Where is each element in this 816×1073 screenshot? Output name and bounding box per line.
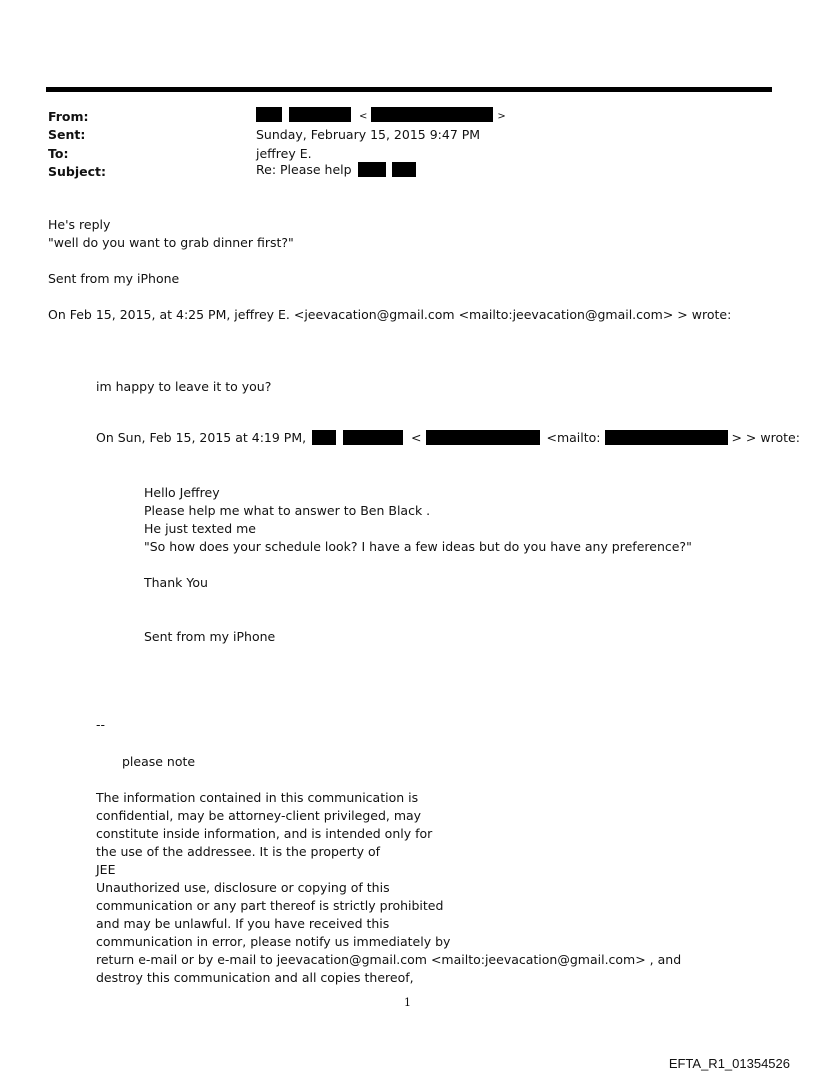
redaction-box	[289, 107, 351, 122]
disclaimer-line: Unauthorized use, disclosure or copying of this	[96, 880, 390, 895]
redaction-box	[312, 430, 336, 445]
quote-header-2-suffix: > > wrote:	[731, 430, 800, 445]
redaction-box	[358, 162, 386, 177]
subject-text: Re: Please help	[256, 162, 352, 177]
reply-signature: Sent from my iPhone	[48, 271, 180, 286]
quote-header-2-mailto: <mailto:	[546, 430, 601, 445]
subject-label: Subject:	[48, 164, 106, 179]
disclaimer-line: The information contained in this communication is	[96, 790, 419, 805]
disclaimer-line: constitute inside information, and is intended only for	[96, 826, 433, 841]
from-value	[256, 107, 506, 122]
redaction-box	[392, 162, 416, 177]
separator: --	[96, 717, 106, 732]
redaction-box	[256, 107, 282, 122]
from-gt: >	[497, 111, 506, 122]
level2-thanks: Thank You	[144, 575, 208, 590]
to-value: jeffrey E.	[256, 146, 312, 161]
quote-header-2-lt: <	[411, 430, 422, 445]
sent-value: Sunday, February 15, 2015 9:47 PM	[256, 127, 481, 142]
disclaimer-line: the use of the addressee. It is the property of	[96, 844, 381, 859]
redaction-box	[426, 430, 540, 445]
disclaimer-line: destroy this communication and all copies thereof,	[96, 970, 414, 985]
disclaimer-line: JEE	[96, 862, 116, 877]
level1-message: im happy to leave it to you?	[96, 379, 272, 394]
quote-header-2-prefix: On Sun, Feb 15, 2015 at 4:19 PM,	[96, 430, 307, 445]
reply-intro: He's reply	[48, 217, 111, 232]
subject-value	[256, 162, 416, 177]
document-id: EFTA_R1_01354526	[668, 1056, 790, 1071]
level2-line: He just texted me	[144, 521, 256, 536]
header-rule	[46, 87, 772, 92]
to-label: To:	[48, 146, 69, 161]
disclaimer-line: confidential, may be attorney-client privileged, may	[96, 808, 422, 823]
quote-header-2	[96, 429, 800, 447]
reply-quote: "well do you want to grab dinner first?"	[48, 235, 294, 250]
level2-line: "So how does your schedule look? I have a few ideas but do you have any preference?"	[144, 539, 692, 554]
from-lt: <	[358, 111, 368, 122]
from-label: From:	[48, 109, 89, 124]
note-heading: please note	[122, 754, 196, 769]
redaction-box	[371, 107, 493, 122]
level2-line: Please help me what to answer to Ben Black .	[144, 503, 431, 518]
disclaimer-line: and may be unlawful. If you have received this	[96, 916, 390, 931]
disclaimer-line: return e-mail or by e-mail to jeevacation@gmail.com <mailto:jeevacation@gmail.com> , and	[96, 952, 682, 967]
redaction-box	[605, 430, 728, 445]
level2-line: Hello Jeffrey	[144, 485, 220, 500]
level2-signature: Sent from my iPhone	[144, 629, 276, 644]
sent-label: Sent:	[48, 127, 86, 142]
disclaimer-line: communication in error, please notify us immediately by	[96, 934, 451, 949]
disclaimer-line: communication or any part thereof is strictly prohibited	[96, 898, 444, 913]
page-number: 1	[404, 996, 411, 1009]
quote-header-1: On Feb 15, 2015, at 4:25 PM, jeffrey E. <jeevacation@gmail.com <mailto:jeevacation@gmail.com> > wrote:	[48, 307, 732, 322]
redaction-box	[343, 430, 403, 445]
